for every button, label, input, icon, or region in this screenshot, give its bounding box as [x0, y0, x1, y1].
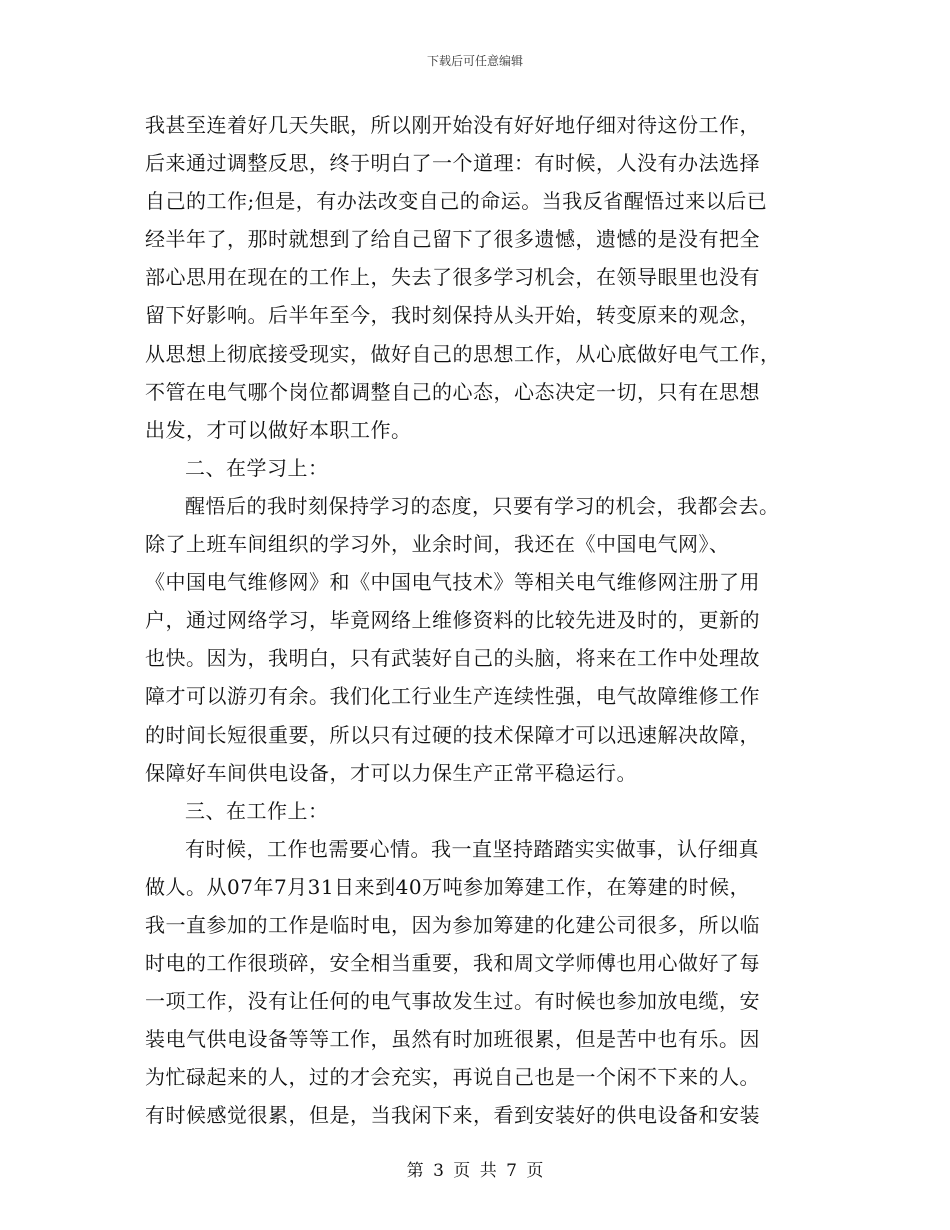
text-line: 障才可以游刃有余。我们化工行业生产连续性强，电气故障维修工作: [145, 684, 760, 709]
text-line: 保障好车间供电设备，才可以力保生产正常平稳运行。: [145, 760, 637, 785]
text-line: 从思想上彻底接受现实，做好自己的思想工作，从心底做好电气工作，: [145, 341, 781, 366]
document-body: [145, 106, 809, 1135]
text-line: 装电气供电设备等等工作，虽然有时加班很累，但是苦中也有乐。因: [145, 1027, 760, 1052]
text-line: 我甚至连着好几天失眠，所以刚开始没有好好地仔细对待这份工作，: [145, 113, 760, 137]
text-line: 部心思用在现在的工作上，失去了很多学习机会，在领导眼里也没有: [145, 265, 760, 290]
text-line: 经半年了，那时就想到了给自己留下了很多遗憾，遗憾的是没有把全: [145, 227, 760, 252]
text-line: 留下好影响。后半年至今，我时刻保持从头开始，转变原来的观念，: [145, 303, 760, 328]
text-line: 后来通过调整反思，终于明白了一个道理：有时候，人没有办法选择: [145, 151, 760, 176]
text-line: 不管在电气哪个岗位都调整自己的心态，心态决定一切，只有在思想: [145, 379, 760, 404]
text-line: 出发，才可以做好本职工作。: [145, 417, 412, 442]
text-line: 为忙碌起来的人，过的才会充实，再说自己也是一个闲不下来的人。: [145, 1065, 760, 1090]
text-line: 我一直参加的工作是临时电，因为参加筹建的化建公司很多，所以临: [145, 912, 760, 937]
text-line: 醒悟后的我时刻保持学习的态度，只要有学习的机会，我都会去。: [185, 493, 780, 518]
text-line: 也快。因为，我明白，只有武装好自己的头脑，将来在工作中处理故: [145, 646, 760, 671]
text-line: 有时候感觉很累，但是，当我闲下来，看到安装好的供电设备和安装: [145, 1103, 760, 1128]
text-line: 有时候，工作也需要心情。我一直坚持踏踏实实做事，认仔细真: [185, 836, 759, 861]
text-line: 《中国电气维修网》和《中国电气技术》等相关电气维修网注册了用: [145, 570, 760, 595]
text-line: 自己的工作;但是，有办法改变自己的命运。当我反省醒悟过来以后已: [145, 189, 768, 214]
page-header: 下载后可任意编辑: [426, 54, 523, 68]
text-line: 的时间长短很重要，所以只有过硬的技术保障才可以迅速解决故障，: [145, 722, 760, 747]
text-line: 二、在学习上：: [185, 455, 329, 480]
text-line: 一项工作，没有让任何的电气事故发生过。有时候也参加放电缆，安: [145, 989, 760, 1014]
text-line: 户，通过网络学习，毕竟网络上维修资料的比较先进及时的，更新的: [145, 608, 760, 633]
text-line: 三、在工作上：: [185, 798, 329, 823]
text-line: 做人。从07年7月31日来到40万吨参加筹建工作，在筹建的时候，: [145, 874, 751, 899]
text-line: 除了上班车间组织的学习外，业余时间，我还在《中国电气网》、: [145, 532, 730, 557]
text-line: 时电的工作很琐碎，安全相当重要，我和周文学师傅也用心做好了每: [145, 951, 760, 976]
page-number-footer: 第 3 页 共 7 页: [406, 1161, 544, 1181]
